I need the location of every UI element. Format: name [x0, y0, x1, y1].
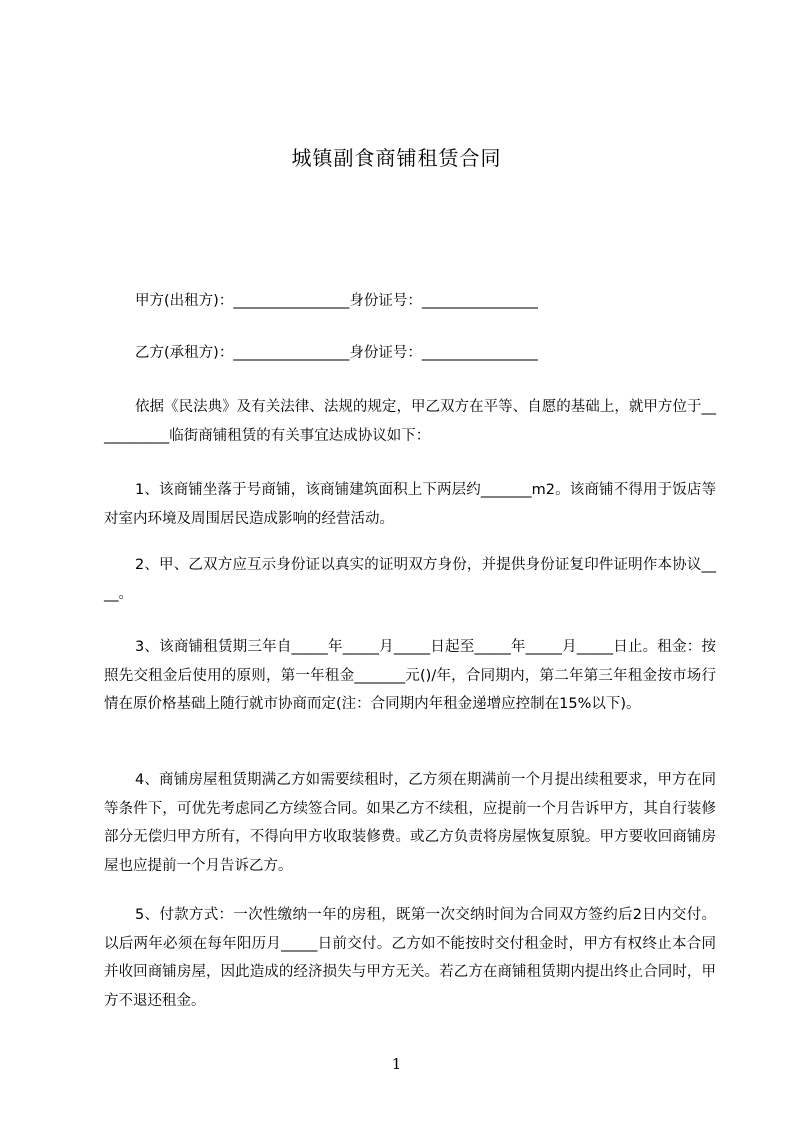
party-a-line: 甲方(出租方)：________________身份证号：________________	[135, 293, 538, 309]
clause-3-paragraph: 3、该商铺租赁期三年自_____年_____月_____日起至_____年_____月_____日止。租金：按照先交租金后使用的原则，第一年租金_______元()/年，合同期内，第二年第三年租金按市场行情在原价格基础上随行就市协商而定(注：合同期内年租金递增应控制在15%以下)。	[104, 639, 716, 712]
clause-4-paragraph: 4、商铺房屋租赁期满乙方如需要续租时，乙方须在期满前一个月提出续租要求，甲方在同等条件下，可优先考虑同乙方续签合同。如果乙方不续租，应提前一个月告诉甲方，其自行装修部分无偿归甲方所有，不得向甲方收取装修费。或乙方负责将房屋恢复原貌。甲方要收回商铺房屋也应提前一个月告诉乙方。	[104, 772, 716, 874]
page-number: 1	[391, 1055, 402, 1073]
party-b-line: 乙方(承租方)：________________身份证号：________________	[135, 345, 538, 361]
clause-1-paragraph: 1、该商铺坐落于号商铺，该商铺建筑面积上下两层约_______m2。该商铺不得用于饭店等对室内环境及周围居民造成影响的经营活动。	[104, 482, 716, 527]
document-title: 城镇副食商铺租赁合同	[291, 146, 502, 170]
clause-5-paragraph: 5、付款方式：一次性缴纳一年的房租，既第一次交纳时间为合同双方签约后2日内交付。以后两年必须在每年阳历月_____日前交付。乙方如不能按时交付租金时，甲方有权终止本合同并收回商铺房屋，因此造成的经济损失与甲方无关。若乙方在商铺租赁期内提出终止合同时，甲方不退还租金。	[104, 907, 716, 1009]
intro-paragraph: 依据《民法典》及有关法律、法规的规定，甲乙双方在平等、自愿的基础上，就甲方位于___________临街商铺租赁的有关事宜达成协议如下：	[104, 399, 716, 444]
clause-2-paragraph: 2、甲、乙双方应互示身份证以真实的证明双方身份，并提供身份证复印件证明作本协议____。	[104, 557, 716, 602]
